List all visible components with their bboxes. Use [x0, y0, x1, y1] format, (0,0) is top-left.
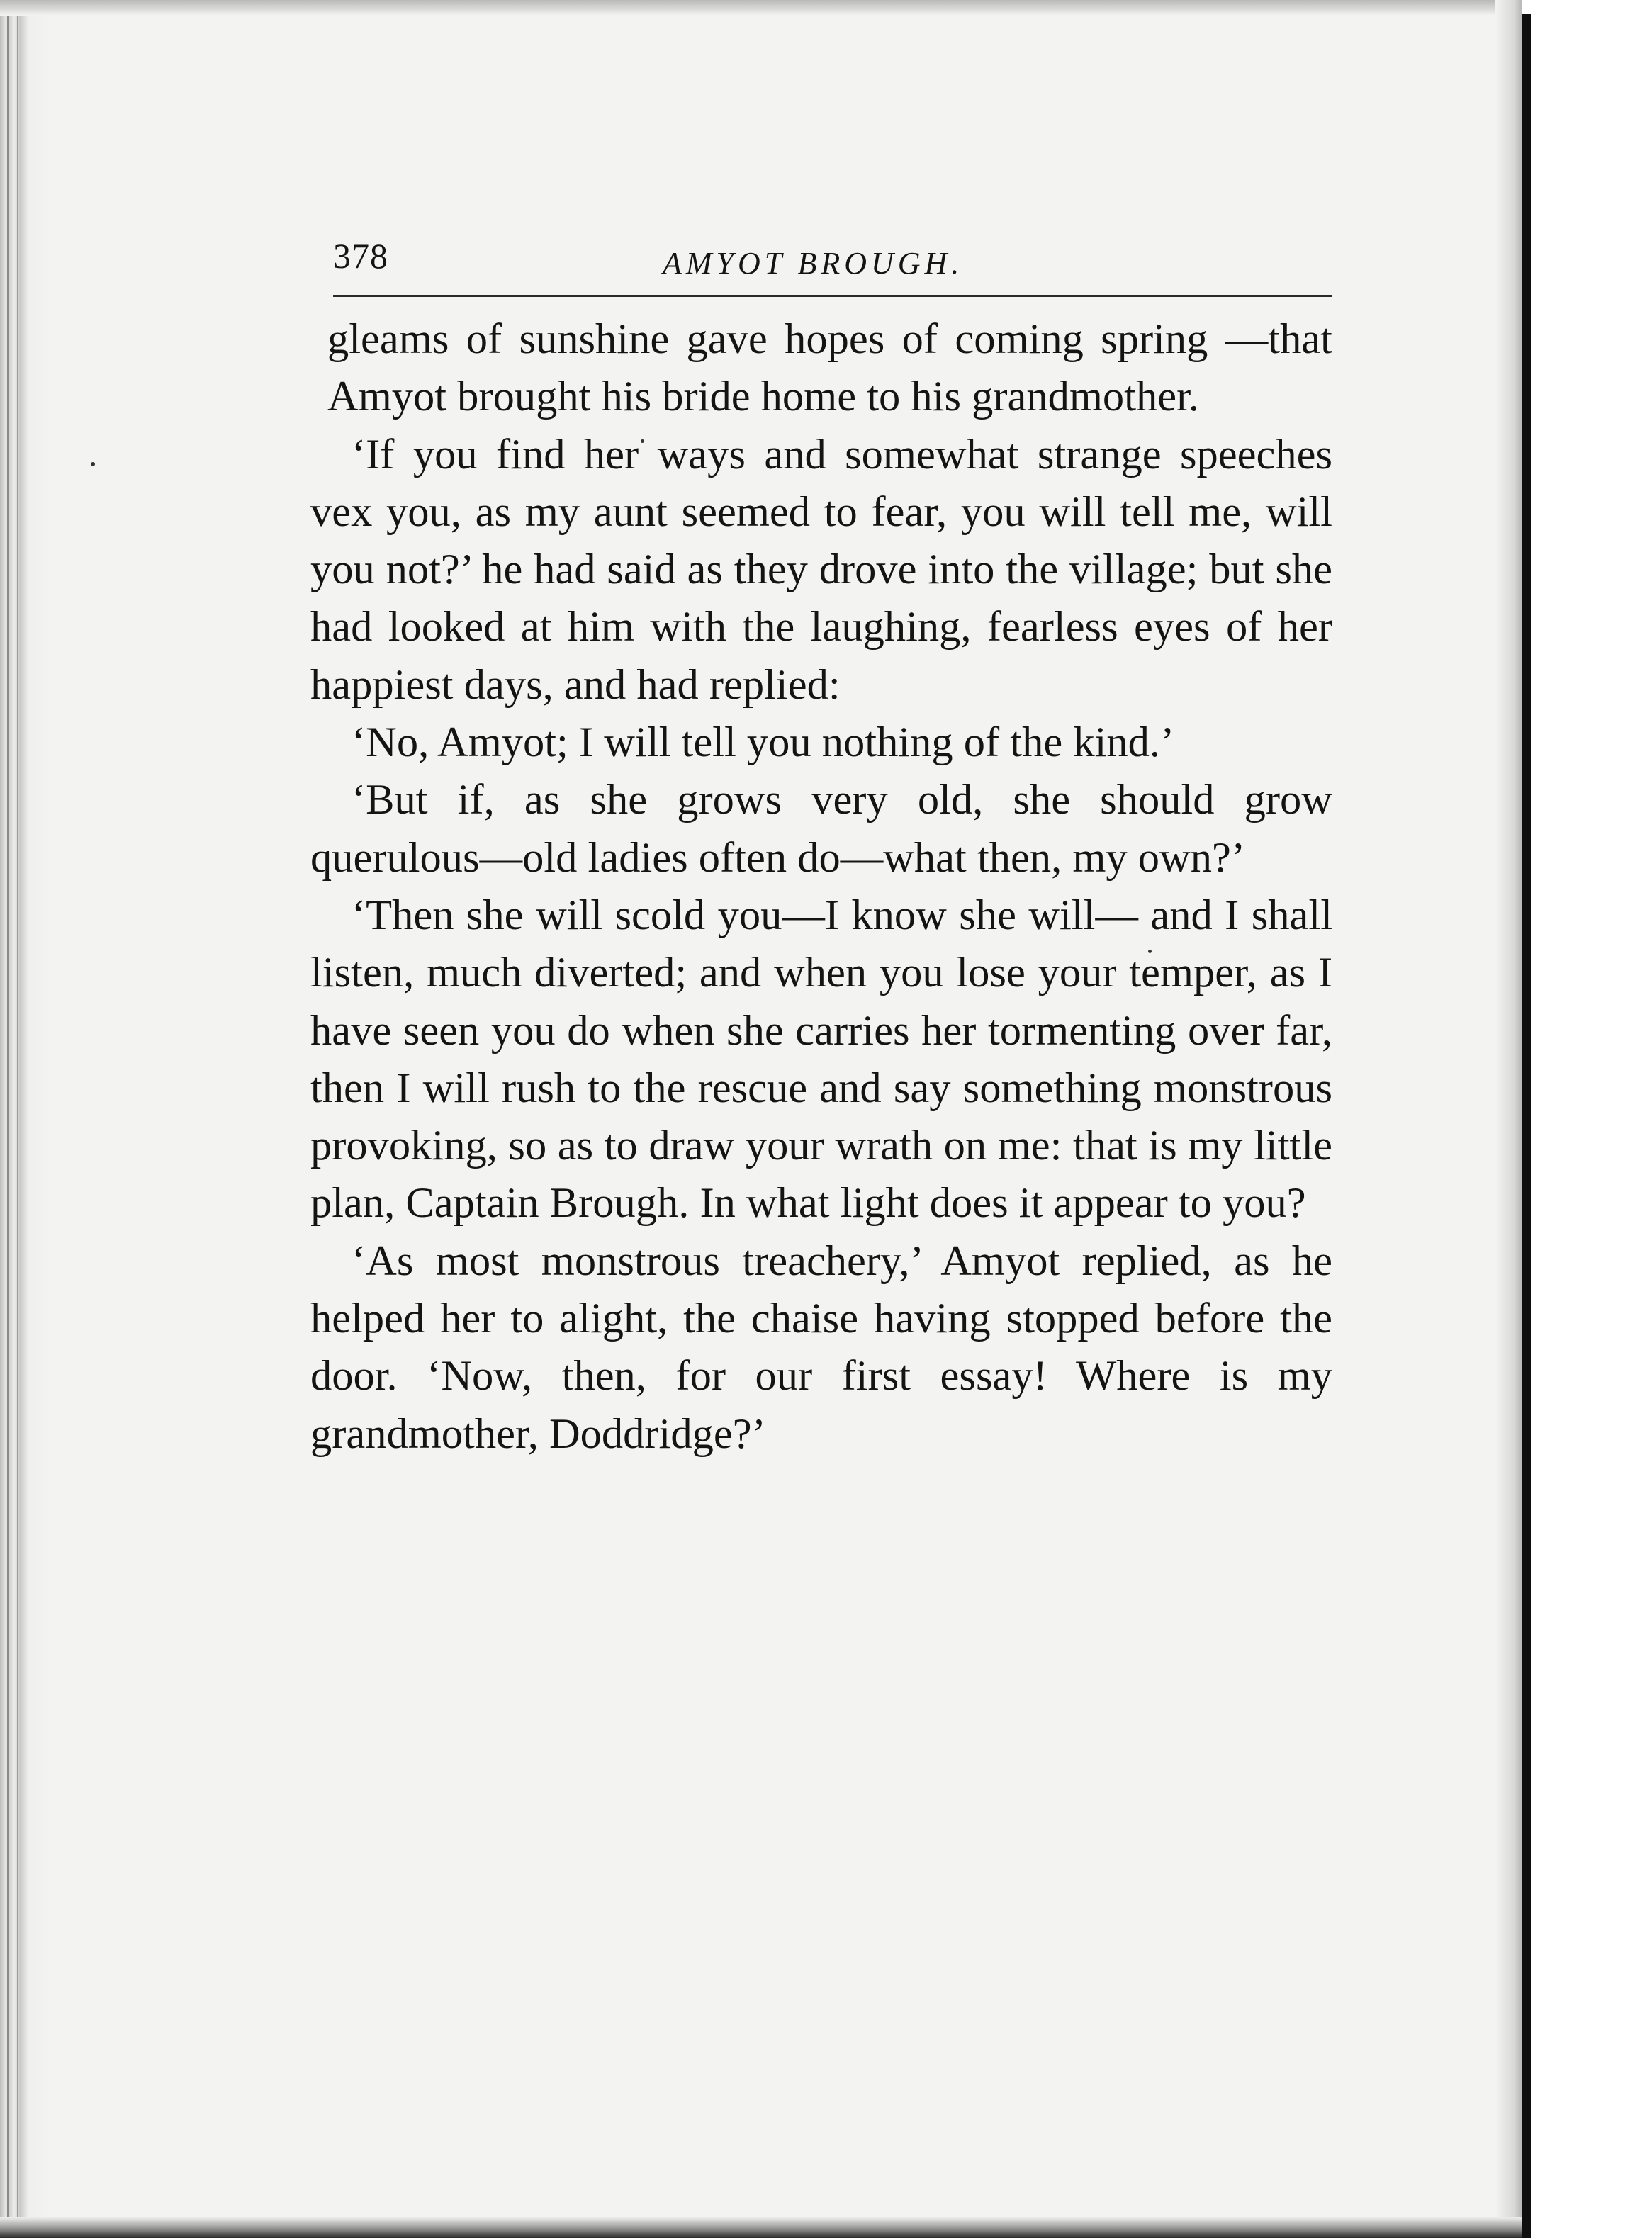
right-margin [1522, 0, 1652, 2238]
right-page-edge [1522, 14, 1531, 2238]
running-title: AMYOT BROUGH. [663, 246, 964, 281]
paragraph: ‘If you find her ways and somewhat strange speeches vex you, as my aunt seemed to fear, you will tell me, will you not?’ he had said as they drove into the village; but she had looked at him with the laughing, fearless eyes of her happiest days, and had replied: [310, 430, 1332, 709]
header-rule [333, 295, 1332, 297]
page-number: 378 [333, 236, 388, 276]
page-header [283, 220, 1332, 291]
paragraph: ‘Then she will scold you—I know she will— and I shall listen, much diverted; and when you lose your temper, as I have seen you do when she carries her tormenting over far, then I will rush to the rescue and say something monstrous provoking, so as to draw your wrath on me: that is my little plan, Captain Brough. In what light does it appear to you? [310, 891, 1332, 1227]
body-text [283, 310, 1332, 1463]
top-edge-shadow [0, 0, 1522, 16]
dust-speck [91, 462, 95, 466]
gutter-line [7, 0, 9, 2238]
paragraph: ‘As most monstrous treachery,’ Amyot replied, as he helped her to alight, the chaise having stopped before the door. ‘Now, then, for our first essay! Where is my grandmother, Doddridge?’ [310, 1237, 1332, 1458]
book-page [283, 220, 1332, 1458]
paragraph: gleams of sunshine gave hopes of coming spring —that Amyot brought his bride home to his grandmother. [327, 315, 1332, 421]
right-edge-shadow [1495, 0, 1522, 2238]
paragraph: ‘No, Amyot; I will tell you nothing of the kind.’ [352, 719, 1175, 767]
paragraph: ‘But if, as she grows very old, she should grow querulous—old ladies often do—what then, my own?’ [310, 776, 1332, 882]
bottom-edge [0, 2217, 1522, 2238]
gutter-line [17, 0, 18, 2238]
